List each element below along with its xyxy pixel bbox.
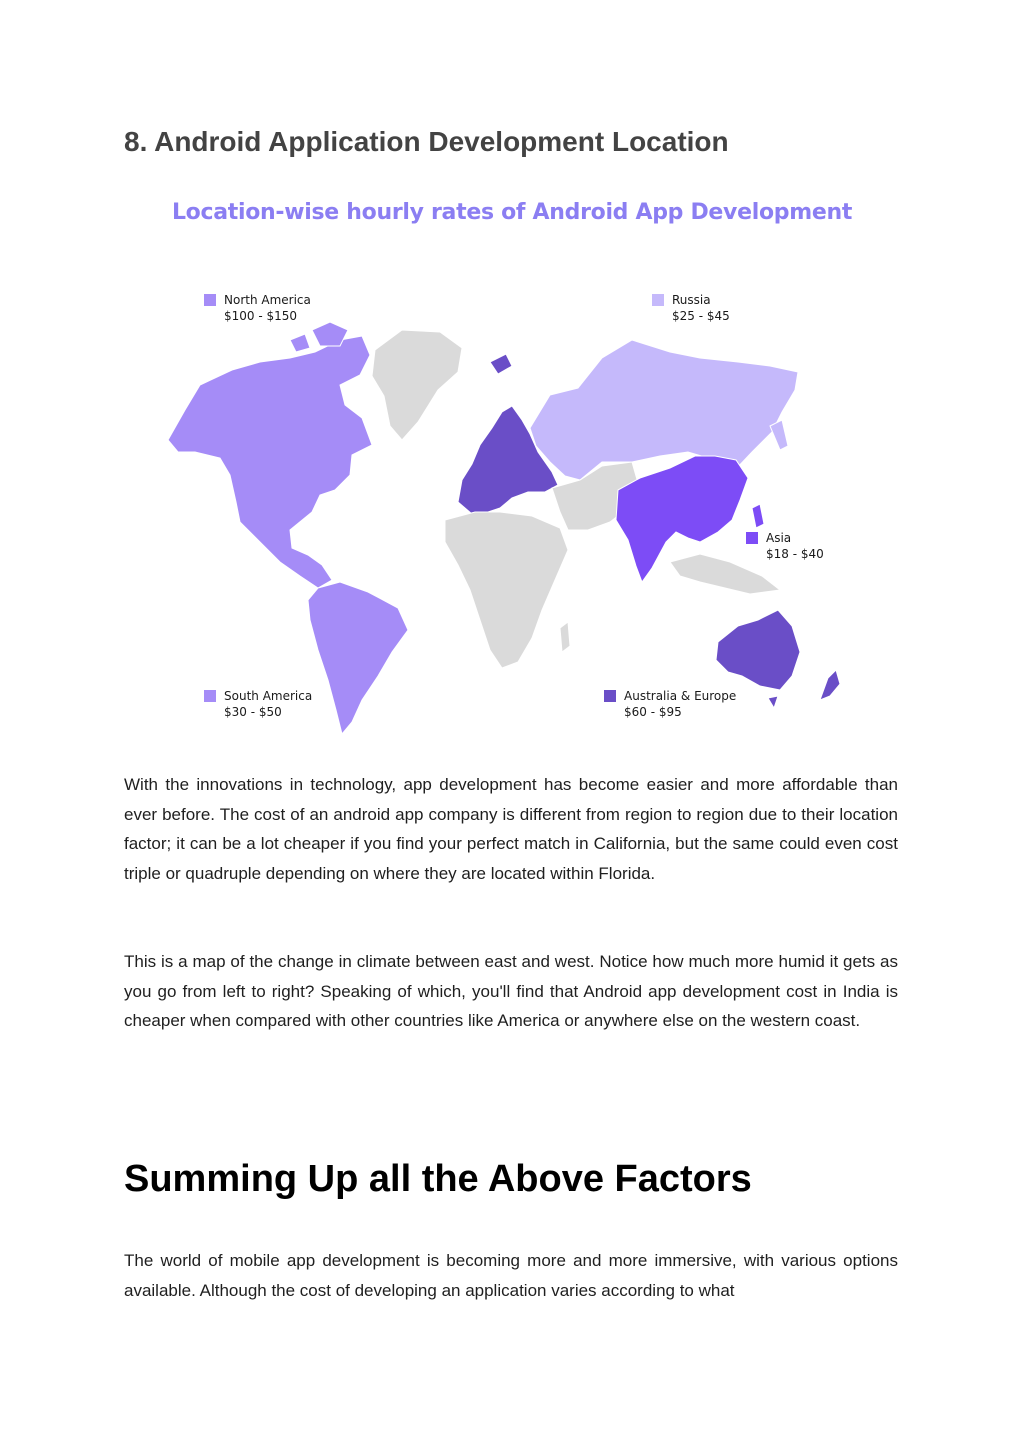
legend-label-australia-europe: Australia & Europe	[624, 689, 737, 703]
legend-swatch-australia-europe	[604, 690, 616, 702]
body-paragraph-2: This is a map of the change in climate between east and west. Notice how much more humid it gets as you go from left to right? Speaking of which, you'll find that Android app development cost in India is cheaper when compared with other countries like America or anywhere else on the western coast.	[124, 952, 898, 1030]
rates-map-infographic	[140, 190, 884, 750]
region-greenland	[372, 330, 462, 440]
section-heading: 8. Android Application Development Location	[124, 126, 729, 157]
legend-asia	[746, 530, 824, 562]
legend-label-russia: Russia	[672, 293, 711, 307]
legend-swatch-asia	[746, 532, 758, 544]
region-north-america	[168, 336, 372, 588]
region-tasmania	[768, 696, 778, 708]
region-russia	[530, 340, 798, 480]
legend-rate-south-america: $30 - $50	[224, 705, 282, 719]
legend-label-south-america: South America	[224, 689, 313, 703]
region-madagascar	[560, 622, 570, 652]
infographic-title: Location-wise hourly rates of Android App Development	[171, 200, 853, 225]
region-europe-island	[490, 354, 512, 374]
world-map	[140, 190, 884, 750]
legend-rate-north-america: $100 - $150	[224, 309, 298, 323]
summary-paragraph: The world of mobile app development is becoming more and more immersive, with various options available. Although the cost of developing an application varies according to what	[124, 1251, 898, 1300]
body-paragraph-1: With the innovations in technology, app development has become easier and more affordable than ever before. The cost of an android app company is different from region to region due to their location factor; it can be a lot cheaper if you find your perfect match in California, but the same could even cost triple or quadruple depending on where they are located within Florida.	[124, 775, 898, 883]
legend-label-north-america: North America	[224, 293, 311, 307]
region-australia	[716, 610, 800, 690]
region-south-america	[308, 582, 408, 734]
legend-south-america	[204, 688, 312, 720]
region-na-island	[290, 334, 310, 352]
legend-north-america	[204, 292, 311, 324]
legend-rate-russia: $25 - $45	[672, 309, 730, 323]
region-new-zealand	[820, 670, 840, 700]
legend-swatch-russia	[652, 294, 664, 306]
summary-heading: Summing Up all the Above Factors	[124, 1158, 752, 1200]
region-africa	[445, 512, 568, 668]
legend-russia	[652, 292, 730, 324]
region-asia-island	[752, 504, 764, 528]
legend-rate-australia-europe: $60 - $95	[624, 705, 682, 719]
legend-swatch-north-america	[204, 294, 216, 306]
legend-australia-europe	[604, 688, 736, 720]
region-russia-island	[770, 420, 788, 450]
legend-rate-asia: $18 - $40	[766, 547, 824, 561]
legend-swatch-south-america	[204, 690, 216, 702]
legend-label-asia: Asia	[766, 531, 792, 545]
